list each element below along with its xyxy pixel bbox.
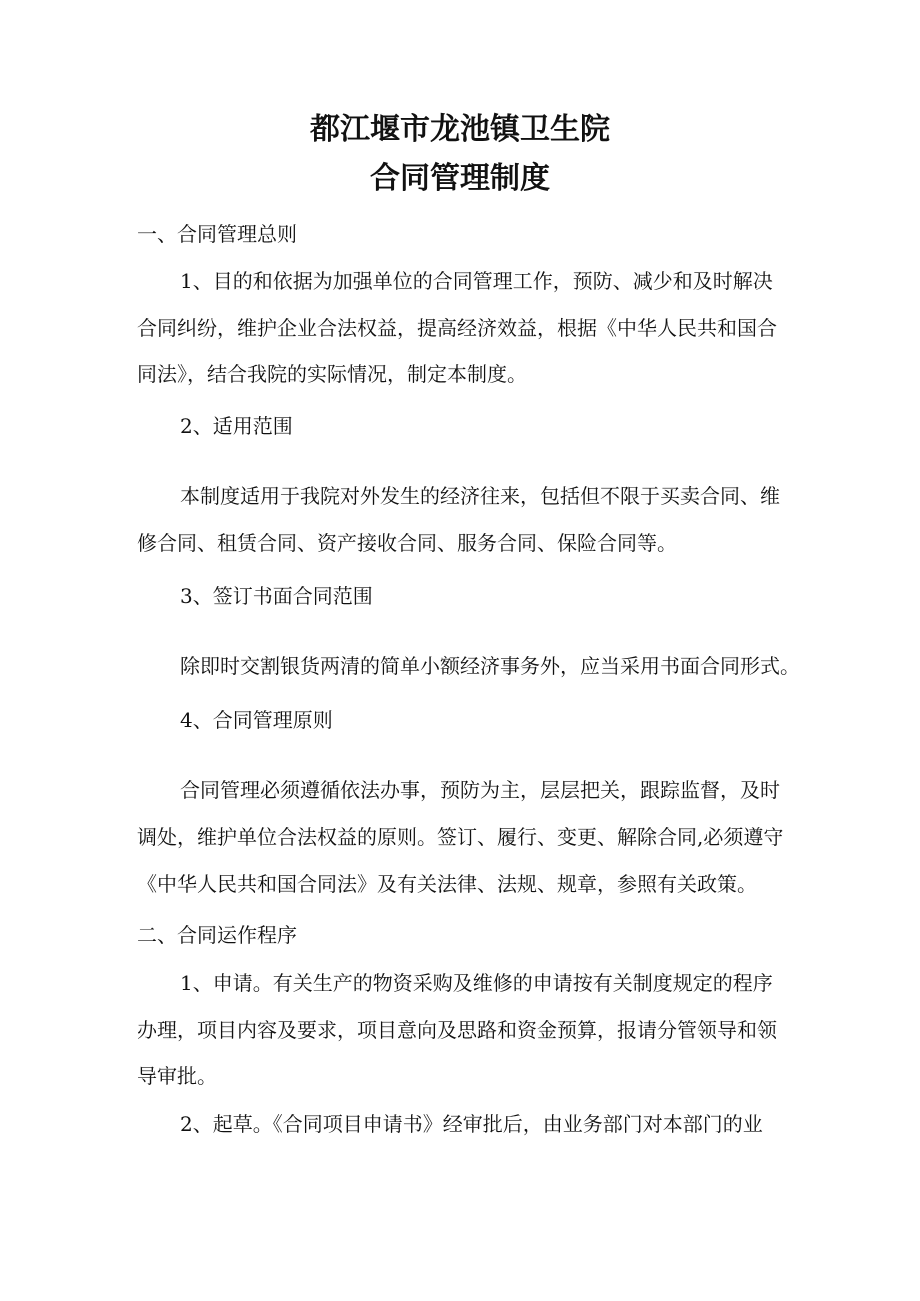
paragraph-line: 合同管理必须遵循依法办事，预防为主，层层把关，跟踪监督，及时 — [180, 778, 780, 802]
section-heading: 二、合同运作程序 — [137, 923, 297, 947]
paragraph-line: 调处，维护单位合法权益的原则。签订、履行、变更、解除合同,必须遵守 — [137, 825, 784, 849]
paragraph-line: 1、申请。有关生产的物资采购及维修的申请按有关制度规定的程序 — [180, 971, 773, 995]
paragraph-line: 合同纠纷，维护企业合法权益，提高经济效益，根据《中华人民共和国合 — [137, 316, 777, 340]
document-title: 都江堰市龙池镇卫生院 — [310, 112, 610, 147]
item-heading: 4、合同管理原则 — [180, 708, 333, 732]
paragraph-line: 除即时交割银货两清的简单小额经济事务外，应当采用书面合同形式。 — [180, 654, 800, 678]
paragraph-line: 办理，项目内容及要求，项目意向及思路和资金预算，报请分管领导和领 — [137, 1018, 777, 1042]
paragraph-line: 2、起草。《合同项目申请书》经审批后，由业务部门对本部门的业 — [180, 1112, 763, 1136]
document-subtitle: 合同管理制度 — [370, 161, 550, 196]
paragraph-line: 《中华人民共和国合同法》及有关法律、法规、规章，参照有关政策。 — [137, 872, 757, 896]
paragraph-line: 同法》，结合我院的实际情况，制定本制度。 — [137, 362, 527, 386]
paragraph-line: 导审批。 — [137, 1064, 217, 1088]
section-heading: 一、合同管理总则 — [137, 222, 297, 246]
paragraph-line: 修合同、租赁合同、资产接收合同、服务合同、保险合同等。 — [137, 531, 677, 555]
paragraph-line: 1、目的和依据为加强单位的合同管理工作，预防、减少和及时解决 — [180, 269, 773, 293]
paragraph-line: 本制度适用于我院对外发生的经济往来，包括但不限于买卖合同、维 — [180, 484, 780, 508]
item-heading: 2、适用范围 — [180, 414, 293, 438]
item-heading: 3、签订书面合同范围 — [180, 584, 373, 608]
